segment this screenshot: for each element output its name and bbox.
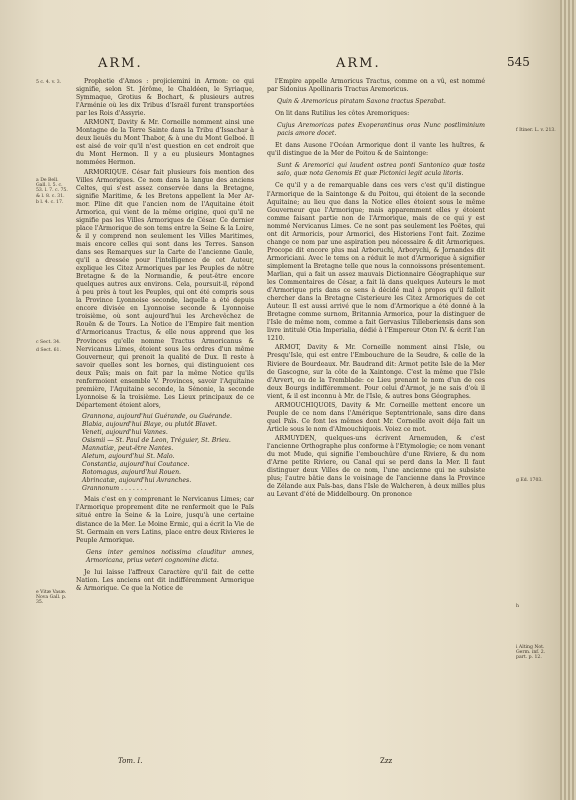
paragraph: l'Empire appelle Armoricus Tractus, comme on a vû, est nommé par Sidonius Apollinaris Tractus Aremoricus.: [267, 78, 485, 94]
list-item: Veneti, aujourd'hui Vannes.: [82, 429, 168, 437]
header-left-title: ARM.: [98, 56, 143, 71]
paragraph: Mais c'est en y comprenant le Nervicanus Limes; car l'Armorique proprement dite ne renfermoit que le Païs situé entre la Seine & la Loire, jusqu'à une certaine distance de la Mer. Le Moine Ermic, qui a écrit la Vie de St. Germain en vers Latins, place entre deux Rivieres le Peuple Armorique.: [76, 496, 254, 544]
margin-note: i Alting Not. Germ. inf. 2. part. p. 12.: [516, 645, 546, 661]
margin-note: d Sect. 61.: [36, 348, 61, 353]
header-right-title: ARM.: [336, 56, 381, 71]
volume-footer: Tom. I.: [118, 757, 143, 765]
list-item: Osismii — St. Paul de Leon, Tréguier, St. Brieu.: [82, 437, 231, 445]
list-item: Blabia, aujourd'hui Blaye, ou plutôt Blavet.: [82, 420, 218, 428]
margin-note: f Itiner. L. v. 213.: [516, 128, 556, 133]
margin-note: b l. 4. c. 17.: [36, 200, 64, 205]
list-item: Rotomagus, aujourd'hui Rouen.: [82, 469, 182, 477]
margin-note: a De Bell. Gall. l. 5. c. 53. l. 7. c. 75. & l. 8. c. 31.: [36, 178, 68, 199]
margin-note: 5 c. 4. v. 3.: [36, 80, 62, 85]
page-number: 545: [507, 55, 530, 69]
right-column: [267, 78, 485, 500]
verse-quote: Gens inter geminos notissima clauditur amnes, Armoricana, prius veteri cognomine dicta.: [86, 548, 254, 564]
paragraph: Je lui laisse l'affreux Caractère qu'il fait de cette Nation. Les anciens ont dit indifféremment Armorique & Armorique. Ce que la Notice de: [76, 568, 254, 592]
list-item: Abrincatæ, aujourd'hui Avranches.: [82, 477, 192, 485]
margin-note: h: [516, 604, 519, 609]
paragraph: ARMUYDEN, quelques-uns écrivent Arnemuden, & c'est l'ancienne Orthographe plus conforme à l'Etymologie; ce nom venant du mot Mude, qui signifie l'embouchûre d'une Riviere, & du nom d'Arne petite Riviere, ou Canal qui se perd dans la Mer. Il faut distinguer deux Villes de ce nom, l'une ancienne qui ne subsiste plus; l'autre bâtie dans le voisinage de l'ancienne dans la Province de Zélande aux Païs-bas, dans l'Isle de Walcheren, à deux milles plus au Levant d'été de Middelbourg. On prononce: [267, 434, 485, 499]
margin-note: c Sect. 34.: [36, 340, 61, 345]
verse-quote: Sunt & Aremorici qui laudent ostrea ponti Santonico quæ tosta salo, quæ nota Genomis Et quæ Pictonici legit acula litoris.: [277, 162, 485, 178]
list-item: Grannonum . . . . . . .: [82, 485, 147, 493]
paragraph: Et dans Ausone l'Océan Armorique dont il vante les huîtres, & qu'il distingue de la Mer de Poitou & de Saintonge:: [267, 142, 485, 158]
signature-mark: Zzz: [380, 757, 393, 765]
paragraph: ARMOT, Davity & Mr. Corneille nomment ainsi l'Isle, ou Presqu'Isle, qui est entre l'Embouchure de la Seudre, & celle de la Riviere de Bourdeaux. Mr. Baudrand dit: Armot petite Isle de la Mer de Gascogne, sur la côte de la Xaintonge. C'est la même que l'Isle d'Arvert, ou de la Tremblade: ce Lieu prenant le nom d'un de ces deux Bourgs indifféremment. Pour celui d'Armot, je ne sais d'où il vient, & il est inconnu à Mr. de l'Isle, & autres bons Géographes.: [267, 344, 485, 400]
paragraph: Prophetie d'Amos : projiciemini in Armon: ce qui signifie, selon St. Jérôme, le Chaldéen, le Syriaque, Symmaque, Grotius & Bochart, & plusieurs autres l'Arménie où les dix Tribus d'Israël furent transportées par les Rois d'Assyrie.: [76, 78, 254, 118]
paragraph: ARMOUCHIQUOIS, Davity & Mr. Corneille mettent encore un Peuple de ce nom dans l'Amérique Septentrionale, sans dire dans quel Païs. Ce font les mêmes dont Mr. Corneille avoit déja fait un Article sous le nom d'Almouchiquois. Voiez ce mot.: [267, 401, 485, 433]
list-item: Mannatiæ, peut-être Nantes.: [82, 445, 174, 453]
list-item: Constantia, aujourd'hui Coutance.: [82, 461, 190, 469]
list-item: Aletum, aujourd'hui St. Malo.: [82, 453, 175, 461]
margin-note: g Ed. 1703.: [516, 478, 543, 483]
verse-quote: Cujus Aremoricas pates Exoperantinus oras Nunc postliminium pacis amore docet.: [277, 122, 485, 138]
paragraph: On lit dans Rutilius les côtes Aremoriques:: [275, 110, 410, 118]
paragraph: Ce qu'il y a de remarquable dans ces vers c'est qu'il distingue l'Armorique de la Saintonge & du Poitou, qui étoient de la seconde Aquitaine; au lieu que dans la Notice elles étoient sous le même Gouverneur que l'Armorique; mais apparemment elles y étoient comme faisant partie non de l'Armorique, mais de ce qui y est nommé Nervicanus Limes. Ce ne sont pas seulement les Poëtes, qui ont dit Armoricis, pour Armorici, des Historiens l'ont fait. Zozime change ce nom par une aspiration peu nécessaire & dit Armoriques. Procope dit encore plus mal Arboruchi, Arborychi, & Jornandes dit Armoriciani. Avec le tems on a réduit le mot d'Armorique à signifier simplement la Bretagne telle que nous la connoissons présentement. Marlian, qui a fait un assez mauvais Dictionnaire Géographique sur les Commentaires de César, a fait là dans quelques Auteurs le mot d'Armorique pris dans ce sens à décidé mal à propos qu'il falloit chercher dans la Bretagne Cisterieure les Citez Armoriques de cet Auteur. Il est aussi arrivé que le nom d'Armorique a été donné à la Bretagne comme surnom, Britannia Armorica, pour la distinguer de l'Isle de même nom, comme a fait Gervasius Tilleberiensis dans son livre intitulé Otia Imperialia, dédié à l'Empereur Oton IV. & écrit l'an 1210.: [267, 182, 485, 343]
paragraph: ARMORIQUE. César fait plusieurs fois mention des Villes Armoriques. Ce nom dans la langue des anciens Celtes, qui s'est assez conservée dans la Bretagne, signifie Maritime, & les Bretons appellent la Mer Ar-mor. Pline dit que l'ancien nom de l'Aquitaine étoit Armorica, qui vient de la même origine, quoi qu'il ne signifie pas les Villes Armoriques de César. Ce dernier place l'Armorique de son tems entre la Seine & la Loire, & il y comprend non seulement les Villes Maritimes, mais encore celles qui sont dans les Terres. Sanson dans ses Remarques sur la Carte de l'ancienne Gaule, qu'il a dressée pour l'intelligence de cet Auteur, explique les Citez Armoriques par les Peuples de nôtre Bretagne & de la Normandie, & peut-être encore quelques autres aux environs. Cela, poursuit-il, répond à peu près à tout les Peuples, qui ont été compris sous la Province Lyonnoise seconde, laquelle a été depuis encore divisée en Lyonnoise seconde & Lyonnoise troisième, où sont aujourd'hui les Archevêchez de Rouën & de Tours. La Notice de l'Empire fait mention d'Armoricanus Tractus, & elle nous apprend que les Provinces qu'elle nomme Tractus Armoricanus & Nervicanus Limes, étoient sous les ordres d'un même Gouverneur, qui prenoit la qualité de Dux. Il reste à savoir quelles sont les bornes, qui distinguoient ces deux Païs; mais on fait par la même Notice qu'ils renfermoient ensemble V. Provinces, savoir l'Aquitaine première, l'Aquitaine seconde, la Sénonie, la seconde Lyonnoise & la troisième. Les Lieux principaux de ce Département étoient alors,: [76, 168, 254, 409]
page-edges: [560, 0, 576, 800]
list-item: Grannona, aujourd'hui Guérande, ou Guérande.: [82, 412, 232, 420]
left-column: [76, 78, 254, 594]
paragraph: ARMONT, Davity & Mr. Corneille nomment ainsi une Montagne de la Terre Sainte dans la Tribu d'Issachar à deux lieuës du Mont Thabor, & à une du Mont Gelboé. Il est aisé de voir qu'il n'est question en cet endroit que du Mont Hermon. Il y a eu plusieurs Montagnes nommées Hermon.: [76, 119, 254, 167]
verse-quote: Quin & Aremoricus piratam Saxona tractus Sperabat.: [277, 98, 446, 106]
margin-note: e Vitæ Vasæ. Nova Gall. p. 35.: [36, 590, 67, 606]
